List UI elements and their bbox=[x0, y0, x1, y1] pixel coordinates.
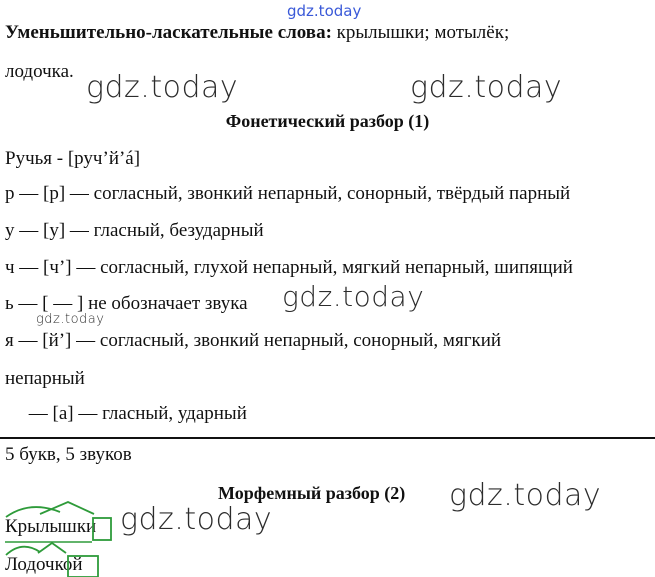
morpheme-word-1: Крылышки bbox=[5, 516, 97, 537]
watermark-top: gdz.today bbox=[287, 2, 362, 20]
phonetic-row: ь — [ — ] не обозначает звука bbox=[5, 293, 248, 314]
phonetic-summary: 5 букв, 5 звуков bbox=[5, 444, 132, 465]
ending-box-icon bbox=[68, 556, 98, 577]
phonetic-heading: Фонетический разбор (1) bbox=[225, 111, 430, 131]
diminutive-words: крылышки; мотылёк; bbox=[331, 22, 510, 43]
phonetic-word: Ручья - [руч’й’á] bbox=[5, 148, 141, 169]
phonetic-row: р — [р] — согласный, звонкий непарный, сонорный, твёрдый парный bbox=[5, 183, 571, 204]
watermark: gdz.today bbox=[86, 70, 239, 105]
phonetic-row: я — [й’] — согласный, звонкий непарный, сонорный, мягкий bbox=[5, 330, 502, 351]
watermark-small: gdz.today bbox=[36, 312, 105, 327]
root-arc-icon bbox=[6, 547, 40, 555]
phonetic-row: у — [у] — гласный, безударный bbox=[5, 220, 264, 241]
suffix-mark-icon bbox=[38, 543, 66, 553]
morphemic-heading: Морфемный разбор (2) bbox=[218, 483, 406, 503]
diminutive-line-2: лодочка. bbox=[5, 61, 74, 82]
phonetic-row: — [а] — гласный, ударный bbox=[5, 403, 247, 424]
watermark: gdz.today bbox=[120, 502, 273, 537]
watermark: gdz.today bbox=[282, 280, 425, 313]
diminutive-label: Уменьшительно-ласкательные слова: bbox=[5, 22, 332, 43]
phonetic-row: ч — [ч’] — согласный, глухой непарный, мягкий непарный, шипящий bbox=[5, 257, 573, 278]
watermark: gdz.today bbox=[449, 478, 602, 513]
watermark: gdz.today bbox=[410, 70, 563, 105]
phonetic-row: непарный bbox=[5, 368, 85, 389]
morpheme-word-2: Лодочкой bbox=[5, 554, 83, 575]
